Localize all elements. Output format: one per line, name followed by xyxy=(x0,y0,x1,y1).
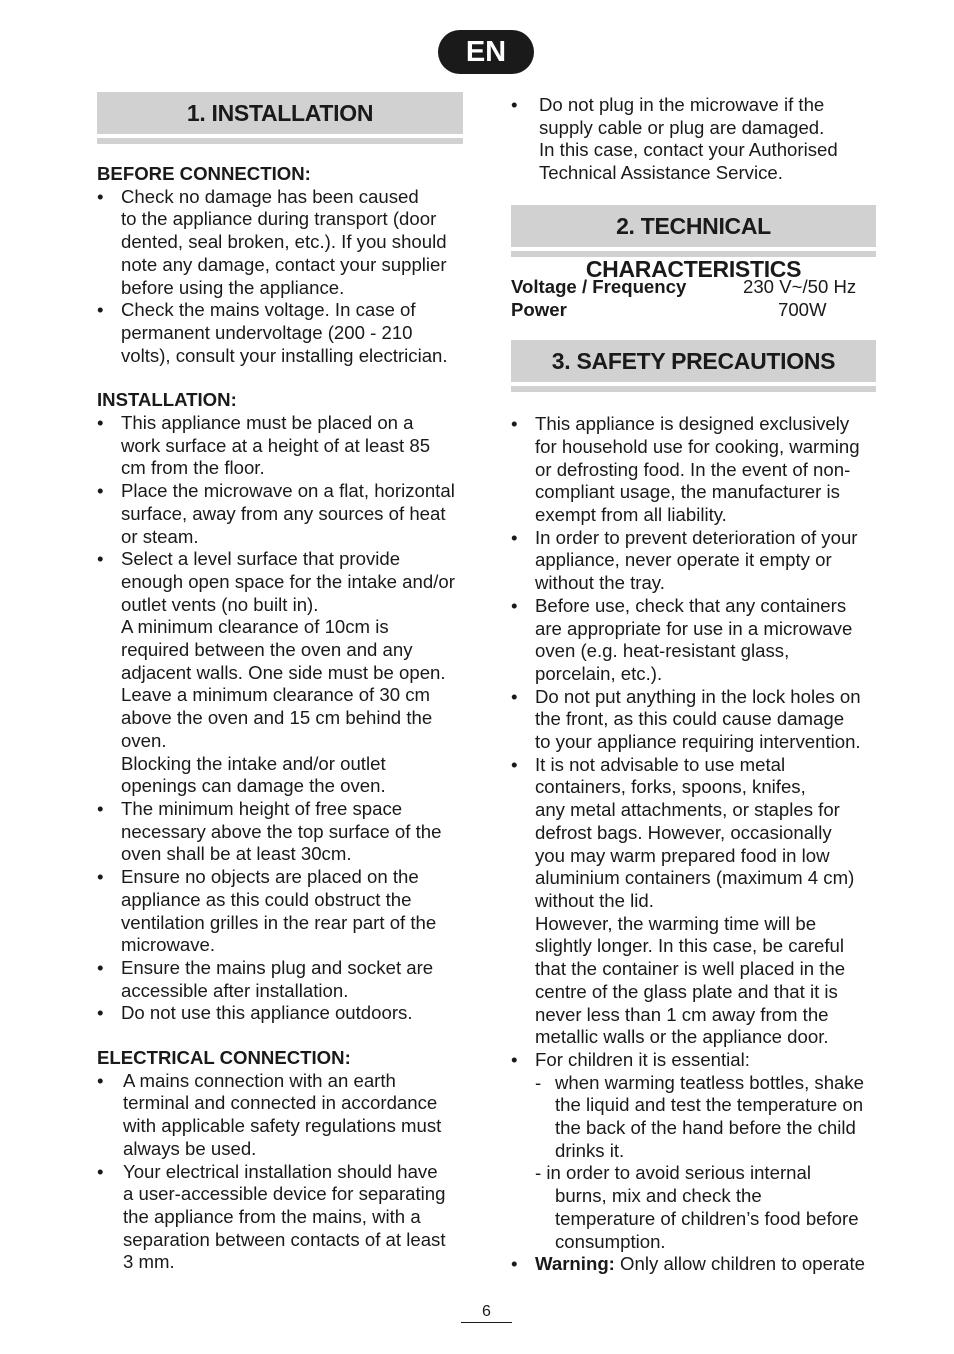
list-item xyxy=(511,754,876,1049)
electrical-connection-list xyxy=(97,1070,463,1274)
warning-label: Warning: xyxy=(535,1253,615,1275)
text-line: Ensure the mains plug and socket are xyxy=(121,956,434,978)
text-line: Blocking the intake and/or outlet xyxy=(121,752,386,774)
text-line: compliant usage, the manufacturer is xyxy=(535,481,840,503)
before-connection-title: BEFORE CONNECTION: xyxy=(97,163,311,184)
text-line: In this case, contact your Authorised xyxy=(539,139,838,161)
electrical-connection-title: ELECTRICAL CONNECTION: xyxy=(97,1047,351,1069)
text-line: with applicable safety regulations must xyxy=(123,1115,442,1137)
list-item-children xyxy=(511,1049,876,1253)
text-line: drinks it. xyxy=(555,1139,625,1161)
list-item xyxy=(511,527,876,595)
text-line: accessible after installation. xyxy=(121,979,349,1001)
installation-list xyxy=(97,412,463,1025)
text-line: Check no damage has been caused xyxy=(121,185,419,207)
text-line: aluminium containers (maximum 4 cm) xyxy=(535,867,855,889)
text-line: oven. xyxy=(121,729,167,751)
text-line: centre of the glass plate and that it is xyxy=(535,980,838,1002)
safety-heading: 3. SAFETY PRECAUTIONS xyxy=(511,340,876,386)
tech-row-power xyxy=(511,299,876,322)
tech-label: Voltage / Frequency xyxy=(511,275,687,297)
page-number: 6 xyxy=(461,1302,512,1323)
text-line: are appropriate for use in a microwave xyxy=(535,617,853,639)
text-line: appliance as this could obstruct the xyxy=(121,888,412,910)
technical-heading: 2. TECHNICAL CHARACTERISTICS xyxy=(511,205,876,251)
text-line: work surface at a height of at least 85 xyxy=(121,434,431,456)
dash-text: in order to avoid serious internal xyxy=(546,1162,811,1184)
text-line: always be used. xyxy=(123,1137,257,1159)
text-line: This appliance is designed exclusively xyxy=(535,413,850,435)
left-column xyxy=(97,92,463,1274)
text-line: This appliance must be placed on a xyxy=(121,412,414,434)
text-line: never less than 1 cm away from the xyxy=(535,1003,829,1025)
text-line: that the container is well placed in the xyxy=(535,958,846,980)
text-line: you may warm prepared food in low xyxy=(535,844,830,866)
text-line: the front, as this could cause damage xyxy=(535,708,845,730)
text-line: Ensure no objects are placed on the xyxy=(121,866,419,888)
list-item xyxy=(97,1002,463,1025)
text-line: for household use for cooking, warming xyxy=(535,435,860,457)
text-line: when warming teatless bottles, shake xyxy=(555,1071,865,1093)
list-item xyxy=(511,686,876,754)
text-line: Your electrical installation should have xyxy=(123,1160,438,1182)
text-line: consumption. xyxy=(555,1230,666,1252)
text-line: any metal attachments, or staples for xyxy=(535,799,840,821)
text-line: separation between contacts of at least xyxy=(123,1228,446,1250)
text-line: Technical Assistance Service. xyxy=(539,162,783,184)
text-line: It is not advisable to use metal xyxy=(535,753,786,775)
text-line: or defrosting food. In the event of non- xyxy=(535,458,851,480)
dash-text-rest xyxy=(535,1185,876,1253)
text-line: Do not use this appliance outdoors. xyxy=(121,1002,413,1024)
text-line: Before use, check that any containers xyxy=(535,594,847,616)
text-line: enough open space for the intake and/or xyxy=(121,570,455,592)
text-line: to your appliance requiring intervention. xyxy=(535,731,861,753)
text-line: the back of the hand before the child xyxy=(555,1117,856,1139)
text-line: Place the microwave on a flat, horizontal xyxy=(121,480,455,502)
list-item xyxy=(97,957,463,1002)
text-line: 3 mm. xyxy=(123,1251,175,1273)
dash-item: - in order to avoid serious internal burns, mix and check the temperature of children’s food before consumption. xyxy=(535,1162,876,1253)
text-line: Check the mains voltage. In case of xyxy=(121,299,416,321)
list-item-warning xyxy=(511,1253,876,1276)
text-line: containers, forks, spoons, knifes, xyxy=(535,776,806,798)
text-line: The minimum height of free space xyxy=(121,797,403,819)
text-line: defrost bags. However, occasionally xyxy=(535,821,832,843)
safety-list xyxy=(511,413,876,1276)
list-item xyxy=(97,480,463,548)
text-line: the appliance from the mains, with a xyxy=(123,1205,421,1227)
text-line: A mains connection with an earth xyxy=(123,1069,396,1091)
text-line: microwave. xyxy=(121,934,216,956)
text-line: a user-accessible device for separating xyxy=(123,1183,446,1205)
list-item xyxy=(97,798,463,866)
text-line: or steam. xyxy=(121,525,199,547)
text-line: dented, seal broken, etc.). If you should xyxy=(121,231,447,253)
list-item xyxy=(97,1161,463,1275)
installation-subtitle: INSTALLATION: xyxy=(97,389,237,411)
warning-text: Only allow children to operate xyxy=(614,1253,865,1275)
text-line: to the appliance during transport (door xyxy=(121,208,437,230)
text-line: However, the warming time will be xyxy=(535,912,817,934)
text-line: slightly longer. In this case, be careful xyxy=(535,935,845,957)
text-line: terminal and connected in accordance xyxy=(123,1092,438,1114)
text-line: Do not put anything in the lock holes on xyxy=(535,685,861,707)
text-line: volts), consult your installing electrician. xyxy=(121,344,448,366)
text-line: Leave a minimum clearance of 30 cm xyxy=(121,684,431,706)
text-line: the liquid and test the temperature on xyxy=(555,1094,864,1116)
text-line: openings can damage the oven. xyxy=(121,775,386,797)
text-line: exempt from all liability. xyxy=(535,504,727,526)
list-item xyxy=(97,186,463,300)
tech-value: 700W xyxy=(778,298,827,320)
list-item xyxy=(97,412,463,480)
text-line: porcelain, etc.). xyxy=(535,662,663,684)
text-line: appliance, never operate it empty or xyxy=(535,549,832,571)
tech-row-voltage xyxy=(511,276,876,299)
children-lead: For children it is essential: xyxy=(535,1048,750,1070)
list-item xyxy=(97,866,463,957)
text-line: In order to prevent deterioration of your xyxy=(535,526,858,548)
text-line: note any damage, contact your supplier xyxy=(121,253,447,275)
text-line: before using the appliance. xyxy=(121,276,345,298)
power-cable-warning xyxy=(511,94,876,185)
tech-value: 230 V~/50 Hz xyxy=(743,275,857,297)
technical-table xyxy=(511,276,876,321)
list-item xyxy=(511,94,876,185)
text-line: permanent undervoltage (200 - 210 xyxy=(121,321,413,343)
list-item xyxy=(97,548,463,798)
text-line: required between the oven and any xyxy=(121,639,413,661)
text-line: supply cable or plug are damaged. xyxy=(539,116,825,138)
text-line: surface, away from any sources of heat xyxy=(121,502,446,524)
text-line: temperature of children’s food before xyxy=(555,1207,859,1229)
list-item xyxy=(97,1070,463,1161)
text-line: necessary above the top surface of the xyxy=(121,820,442,842)
text-line: Do not plug in the microwave if the xyxy=(539,94,825,115)
dash-item: - when warming teatless bottles, shake the liquid and test the temperature on the back of the hand before the child drinks it. xyxy=(535,1071,865,1161)
text-line: oven (e.g. heat-resistant glass, xyxy=(535,640,790,662)
list-item xyxy=(97,299,463,367)
right-column xyxy=(511,92,876,1276)
text-line: above the oven and 15 cm behind the xyxy=(121,707,433,729)
text-line: without the lid. xyxy=(535,889,654,911)
text-line: Select a level surface that provide xyxy=(121,548,401,570)
before-connection-list xyxy=(97,186,463,368)
text-line: cm from the floor. xyxy=(121,457,265,479)
dash-text xyxy=(555,1072,864,1161)
text-line: adjacent walls. One side must be open. xyxy=(121,661,446,683)
list-item xyxy=(511,413,876,527)
installation-heading: 1. INSTALLATION xyxy=(97,92,463,138)
text-line: ventilation grilles in the rear part of the xyxy=(121,911,437,933)
text-line: without the tray. xyxy=(535,572,665,594)
language-badge: EN xyxy=(438,30,534,74)
text-line: metallic walls or the appliance door. xyxy=(535,1026,829,1048)
text-line: outlet vents (no built in). xyxy=(121,593,319,615)
text-line: A minimum clearance of 10cm is xyxy=(121,616,389,638)
text-line: burns, mix and check the xyxy=(555,1185,762,1207)
list-item xyxy=(511,595,876,686)
text-line: oven shall be at least 30cm. xyxy=(121,843,352,865)
tech-label: Power xyxy=(511,298,567,320)
